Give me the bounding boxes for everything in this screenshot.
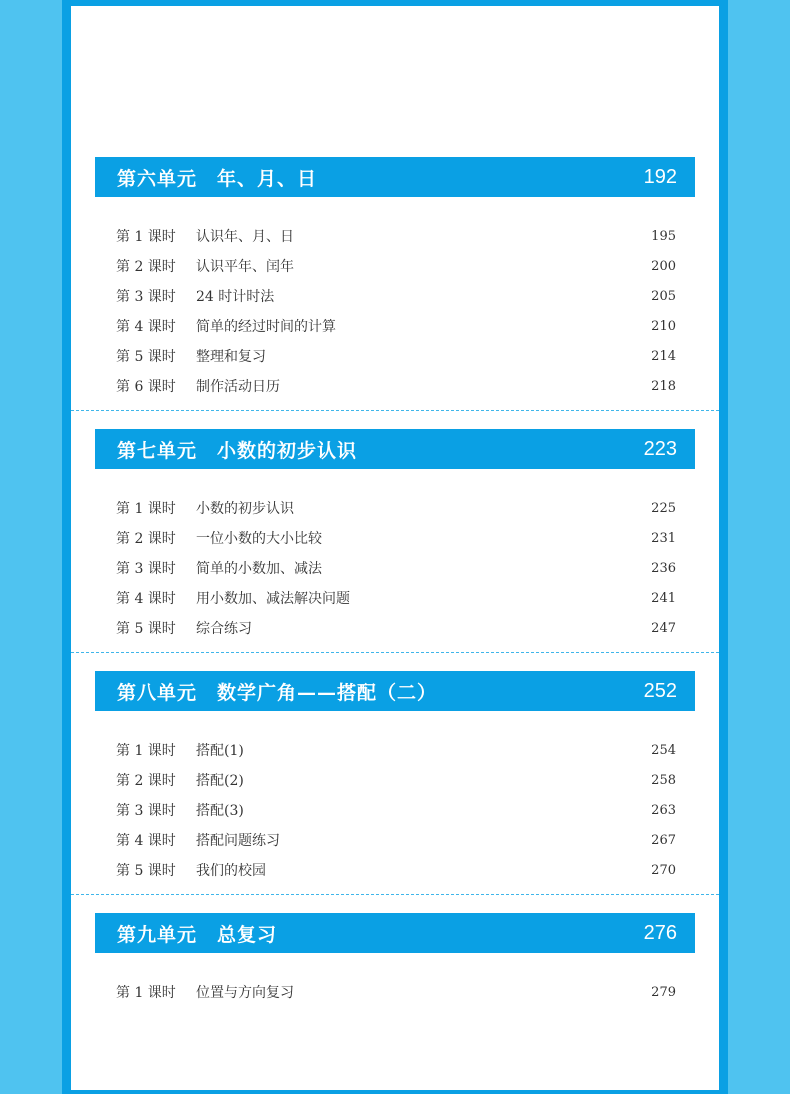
lesson-page-number: 263 <box>651 802 676 818</box>
unit-page-number: 223 <box>643 437 677 460</box>
unit-header[interactable] <box>95 671 695 711</box>
lesson-title: 搭配(1) <box>196 743 244 759</box>
lesson-page-number: 218 <box>651 378 676 394</box>
lesson-number: 第 1 课时 <box>116 985 176 1001</box>
section-divider <box>71 410 719 411</box>
lesson-entry[interactable] <box>116 281 676 311</box>
lesson-number: 第 2 课时 <box>116 531 176 547</box>
lesson-number: 第 4 课时 <box>116 319 176 335</box>
lesson-title: 位置与方向复习 <box>196 985 294 1001</box>
lesson-number: 第 3 课时 <box>116 289 176 305</box>
unit-page-number: 276 <box>643 921 677 944</box>
lesson-number: 第 1 课时 <box>116 501 176 517</box>
lesson-title: 简单的小数加、减法 <box>196 561 322 577</box>
lesson-entry[interactable] <box>116 735 676 765</box>
lesson-entry[interactable] <box>116 371 676 401</box>
lesson-page-number: 270 <box>651 862 676 878</box>
lesson-entry[interactable] <box>116 493 676 523</box>
lesson-title: 搭配问题练习 <box>196 833 280 849</box>
unit-header[interactable] <box>95 157 695 197</box>
lesson-title: 一位小数的大小比较 <box>196 531 322 547</box>
lesson-number: 第 1 课时 <box>116 743 176 759</box>
toc-page <box>71 6 719 1090</box>
section-divider <box>71 652 719 653</box>
lesson-entry[interactable] <box>116 341 676 371</box>
lesson-page-number: 247 <box>651 620 676 636</box>
lesson-number: 第 3 课时 <box>116 561 176 577</box>
lesson-entry[interactable] <box>116 583 676 613</box>
lesson-page-number: 231 <box>651 530 676 546</box>
lesson-number: 第 2 课时 <box>116 259 176 275</box>
unit-title: 第八单元 数学广角——搭配（二） <box>117 681 438 704</box>
lesson-title: 用小数加、减法解决问题 <box>196 591 350 607</box>
lesson-title: 24 时计时法 <box>196 289 275 305</box>
lesson-page-number: 254 <box>651 742 676 758</box>
lesson-entry[interactable] <box>116 613 676 643</box>
lesson-title: 整理和复习 <box>196 349 266 365</box>
lesson-page-number: 236 <box>651 560 676 576</box>
lesson-page-number: 267 <box>651 832 676 848</box>
lesson-page-number: 195 <box>651 228 676 244</box>
lesson-list <box>116 221 676 401</box>
lesson-entry[interactable] <box>116 765 676 795</box>
lesson-number: 第 6 课时 <box>116 379 176 395</box>
lesson-page-number: 279 <box>651 984 676 1000</box>
lesson-page-number: 225 <box>651 500 676 516</box>
lesson-entry[interactable] <box>116 553 676 583</box>
lesson-title: 简单的经过时间的计算 <box>196 319 336 335</box>
lesson-number: 第 5 课时 <box>116 349 176 365</box>
lesson-page-number: 210 <box>651 318 676 334</box>
lesson-entry[interactable] <box>116 523 676 553</box>
page-frame <box>62 0 728 1094</box>
unit-page-number: 252 <box>643 679 677 702</box>
lesson-page-number: 241 <box>651 590 676 606</box>
lesson-title: 制作活动日历 <box>196 379 280 395</box>
lesson-number: 第 4 课时 <box>116 833 176 849</box>
lesson-title: 综合练习 <box>196 621 252 637</box>
lesson-entry[interactable] <box>116 795 676 825</box>
lesson-title: 搭配(3) <box>196 803 244 819</box>
lesson-list <box>116 735 676 885</box>
lesson-page-number: 214 <box>651 348 676 364</box>
unit-page-number: 192 <box>643 165 677 188</box>
lesson-title: 小数的初步认识 <box>196 501 294 517</box>
lesson-number: 第 4 课时 <box>116 591 176 607</box>
lesson-number: 第 5 课时 <box>116 863 176 879</box>
unit-header[interactable] <box>95 913 695 953</box>
lesson-number: 第 5 课时 <box>116 621 176 637</box>
lesson-number: 第 1 课时 <box>116 229 176 245</box>
lesson-entry[interactable] <box>116 251 676 281</box>
lesson-page-number: 200 <box>651 258 676 274</box>
lesson-entry[interactable] <box>116 311 676 341</box>
lesson-page-number: 205 <box>651 288 676 304</box>
unit-title: 第七单元 小数的初步认识 <box>117 439 358 462</box>
lesson-number: 第 3 课时 <box>116 803 176 819</box>
lesson-page-number: 258 <box>651 772 676 788</box>
lesson-entry[interactable] <box>116 855 676 885</box>
lesson-entry[interactable] <box>116 825 676 855</box>
unit-title: 第九单元 总复习 <box>117 923 278 946</box>
section-divider <box>71 894 719 895</box>
lesson-title: 我们的校园 <box>196 863 266 879</box>
lesson-list <box>116 493 676 643</box>
lesson-entry[interactable] <box>116 977 676 1007</box>
lesson-number: 第 2 课时 <box>116 773 176 789</box>
lesson-title: 搭配(2) <box>196 773 244 789</box>
unit-header[interactable] <box>95 429 695 469</box>
unit-title: 第六单元 年、月、日 <box>117 167 318 190</box>
lesson-list <box>116 977 676 1007</box>
lesson-entry[interactable] <box>116 221 676 251</box>
lesson-title: 认识平年、闰年 <box>196 259 294 275</box>
lesson-title: 认识年、月、日 <box>196 229 294 245</box>
